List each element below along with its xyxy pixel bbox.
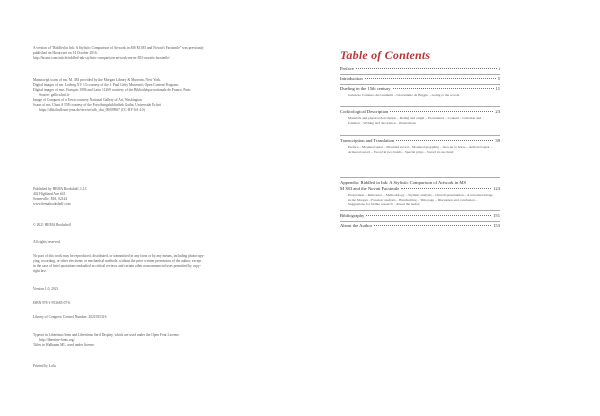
isbn-line: ISBN 978-1-953683-07-6: [33, 301, 71, 305]
toc-entry-page: 11: [495, 86, 500, 91]
version-info: [33, 287, 288, 292]
toc-entry-dueling[interactable]: [340, 86, 500, 98]
publisher-line: Somerville, MA, 02144: [33, 197, 68, 201]
toc-entry-subtopics: Galeazzo Cattaneo dei Grumelli – Giovannino da Baggio – Going to the woods: [348, 93, 460, 97]
legal-line: ying, recording, or other electronic or mechanical methods, without the prior written permission of the author, except: [33, 259, 202, 263]
toc-entry-about-author[interactable]: [340, 223, 500, 229]
toc-title: Table of Contents: [340, 48, 431, 62]
toc-entry-title: Transcription and Translation: [340, 138, 395, 143]
toc-entry-page: 39: [495, 138, 500, 143]
toc-entry-page: 5: [497, 76, 500, 81]
publisher-info: [33, 187, 288, 207]
credit-url: https://dhb.thulb.uni-jena.de/receive/ufb_cbu_00009967 (CC-BY-SA 4.0): [39, 108, 145, 112]
typeset-line: Titles in Walbaum ML, used under license.: [33, 343, 95, 347]
toc-entry-title-cont: M 383 and the Novati Facsimile: [340, 186, 400, 191]
toc-entry-introduction[interactable]: [340, 76, 500, 82]
toc-entry-title: About the Author: [340, 223, 373, 228]
printer-info: [33, 364, 288, 369]
toc-entry-subtopics: Proposition – Relevance – Methodology – Stylistic analysis – Overall presentation – A reworked image in the Morgan – Forensic analysis – Handwriting – Title page – Discussion and conclusion – Suggestions for further research – About the author: [348, 193, 493, 207]
toc-entry-bibliography[interactable]: [340, 213, 500, 219]
rights-line: All rights reserved.: [33, 240, 61, 244]
legal-line: No part of this work may be reproduced, distributed, or transmitted in any form or by any means, including photocopy-: [33, 254, 205, 258]
legal-line: right law.: [33, 269, 47, 273]
toc-entry-title: Appendix: Riddled in Ink: A Stylistic Comparison of Artwork in MS: [340, 180, 467, 185]
toc-entry-title: Bibliography: [340, 213, 365, 218]
toc-entry-title: Codicological Description: [340, 109, 389, 114]
rights-reserved: [33, 240, 288, 245]
loc-info: [33, 315, 288, 320]
toc-entry-page: 153: [493, 223, 500, 228]
credit-line: A version of "Riddled in Ink: A Stylistic Comparison of Artwork in MS M 383 and Novati's Facsimile" was previously: [33, 46, 204, 50]
typeset-line: Typeset in Libertinus Sans and Libertinus Serif Display, which are used under the Open Font License:: [33, 333, 180, 337]
toc-entry-codicological[interactable]: [340, 109, 500, 125]
credit-line: Source: gallica.bnf.fr: [39, 93, 70, 97]
legal-line: in the case of brief quotations embodied in critical reviews and certain other noncommercial uses permitted by copy-: [33, 264, 201, 268]
publisher-line: www.hemabookshelf.com: [33, 202, 71, 206]
credit-line: published on Hroarr.net on 14 October 2016:: [33, 51, 98, 55]
toc-entry-appendix[interactable]: [340, 180, 500, 207]
isbn-info: [33, 301, 288, 306]
loc-line: Library of Congress Control Number: 2021935316: [33, 315, 107, 319]
toc-entry-title: Dueling in the 15th century: [340, 86, 391, 91]
typeset-url: http://libertine-fonts.org/: [39, 338, 75, 342]
credits-top: [33, 46, 288, 61]
typeset-info: [33, 333, 288, 348]
toc-entry-page: 151: [493, 213, 500, 218]
image-credits: [33, 78, 288, 113]
publisher-line: Published by HEMA Bookshelf, LLC: [33, 187, 88, 191]
toc-entry-page: 23: [495, 109, 500, 114]
toc-entry-preface[interactable]: [340, 66, 500, 72]
copyright-line: © 2021 HEMA Bookshelf: [33, 223, 71, 227]
toc-entry-subtopics: Preface – Mounted spear – Mounted sword – Mounted grappling – Jaeo-ler to horse – Armored spear – Armored sword – Sword in two hands – Special plays – Sword in one hand: [348, 145, 493, 154]
credit-line: Image of Conquest of a Town courtesy National Gallery of Art, Washington: [33, 98, 142, 102]
toc-entry-page: i: [498, 66, 500, 71]
credit-line: Digital images of ms. Ludwig XV 13 courtesy of the J. Paul Getty Museum's Open Content Program.: [33, 83, 179, 87]
toc-entry-page: 123: [493, 186, 500, 191]
credit-line: Scans of ms. Chart A 558 courtesy of the Forschungsbibliothek Gotha, Universität Erfurt: [33, 103, 161, 107]
publisher-line: 402 Highland Ave #41: [33, 192, 66, 196]
credit-url: http://hroarr.com/article/riddled-ink-stylistic-comparison-artwork-ms-m-383-novatis-facsimile/: [33, 56, 170, 60]
legal-notice: [33, 254, 288, 274]
toc-entry-transcription[interactable]: [340, 138, 500, 154]
version-line: Version 1.0, 2021: [33, 287, 59, 291]
credit-line: Digital images of mss. Français 1996 and Latin 11269 courtesy of the Bibliothèque nationale de France, Paris: [33, 88, 191, 92]
printer-line: Printed by Lulu.: [33, 364, 57, 368]
toc-entry-subtopics: Materials and physical description – Dating and origin – Provenance – Content – Collation and foliation – Writing and decoration – Illustrations: [348, 116, 482, 125]
toc-entry-title: Introduction: [340, 76, 363, 81]
toc-entry-title: Preface: [340, 66, 354, 71]
copyright-notice: [33, 223, 288, 228]
credit-line: Manuscript scans of ms. M. 383 provided by the Morgan Library & Museum, New York.: [33, 78, 161, 82]
